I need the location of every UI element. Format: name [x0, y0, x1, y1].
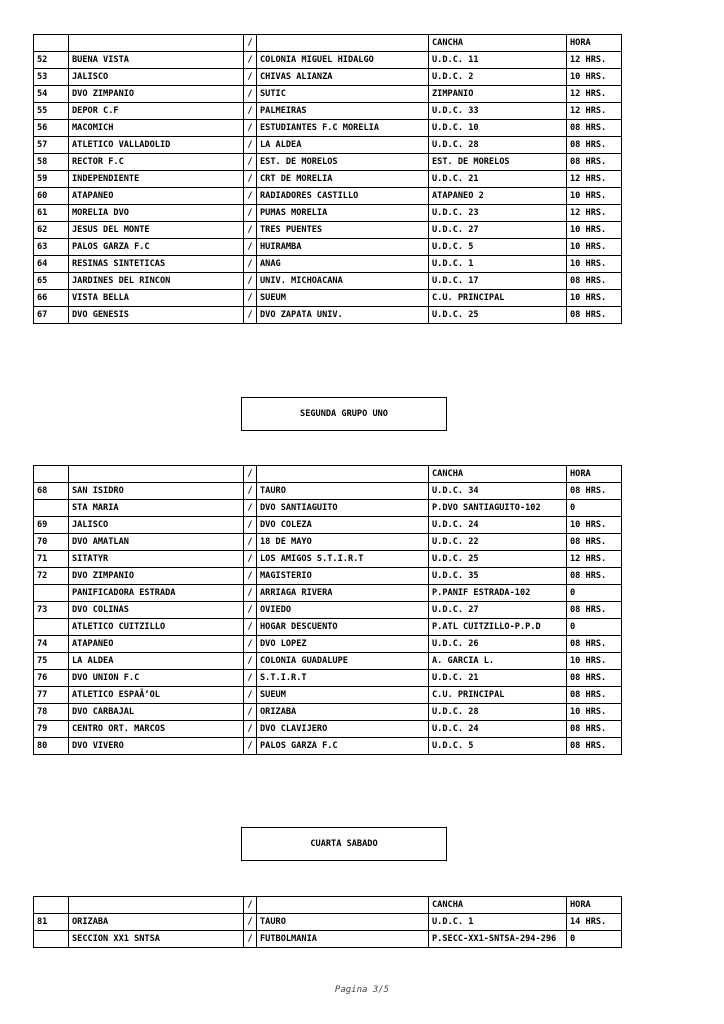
- cell-home-team: ATAPANEO: [69, 636, 244, 653]
- table-header-row: [34, 897, 622, 914]
- header-cell-away-team: [257, 897, 429, 914]
- cell-field: U.D.C. 27: [429, 222, 567, 239]
- cell-home-team: JESUS DEL MONTE: [69, 222, 244, 239]
- cell-vs-separator: /: [244, 602, 257, 619]
- cell-away-team: SUEUM: [257, 290, 429, 307]
- cell-home-team: RECTOR F.C: [69, 154, 244, 171]
- cell-time: 08 HRS.: [567, 687, 622, 704]
- cell-field: ZIMPANIO: [429, 86, 567, 103]
- cell-home-team: DVO UNION F.C: [69, 670, 244, 687]
- cell-away-team: PALOS GARZA F.C: [257, 738, 429, 755]
- cell-field: U.D.C. 11: [429, 52, 567, 69]
- cell-time: 08 HRS.: [567, 738, 622, 755]
- cell-away-team: COLONIA MIGUEL HIDALGO: [257, 52, 429, 69]
- cell-time: 08 HRS.: [567, 137, 622, 154]
- cell-match-number: 80: [34, 738, 69, 755]
- table-row: [34, 103, 622, 120]
- cell-home-team: SAN ISIDRO: [69, 483, 244, 500]
- cell-field: U.D.C. 10: [429, 120, 567, 137]
- table-header-row: [34, 35, 622, 52]
- section-title-text: CUARTA SABADO: [310, 839, 378, 849]
- cell-vs-separator: /: [244, 670, 257, 687]
- table-row: [34, 602, 622, 619]
- cell-away-team: MAGISTERIO: [257, 568, 429, 585]
- cell-vs-separator: /: [244, 534, 257, 551]
- cell-time: 12 HRS.: [567, 551, 622, 568]
- cell-field: EST. DE MORELOS: [429, 154, 567, 171]
- cell-match-number: [34, 500, 69, 517]
- cell-vs-separator: /: [244, 137, 257, 154]
- cell-vs-separator: /: [244, 188, 257, 205]
- table-header-row: [34, 466, 622, 483]
- cell-away-team: TRES PUENTES: [257, 222, 429, 239]
- cell-vs-separator: /: [244, 290, 257, 307]
- table-row: [34, 137, 622, 154]
- cell-home-team: PALOS GARZA F.C: [69, 239, 244, 256]
- cell-field: U.D.C. 25: [429, 551, 567, 568]
- cell-away-team: TAURO: [257, 483, 429, 500]
- cell-field: U.D.C. 5: [429, 738, 567, 755]
- cell-time: 0: [567, 619, 622, 636]
- cell-away-team: ANAG: [257, 256, 429, 273]
- cell-time: 10 HRS.: [567, 290, 622, 307]
- cell-match-number: 60: [34, 188, 69, 205]
- cell-time: 0: [567, 585, 622, 602]
- header-cell-home-team: [69, 466, 244, 483]
- cell-home-team: DVO AMATLAN: [69, 534, 244, 551]
- table-row: [34, 704, 622, 721]
- cell-vs-separator: /: [244, 171, 257, 188]
- cell-field: U.D.C. 33: [429, 103, 567, 120]
- cell-field: U.D.C. 35: [429, 568, 567, 585]
- cell-away-team: LOS AMIGOS S.T.I.R.T: [257, 551, 429, 568]
- cell-home-team: DVO COLINAS: [69, 602, 244, 619]
- section-title-text: SEGUNDA GRUPO UNO: [300, 409, 388, 419]
- cell-time: 12 HRS.: [567, 205, 622, 222]
- header-cell-field: CANCHA: [429, 35, 567, 52]
- cell-away-team: PUMAS MORELIA: [257, 205, 429, 222]
- cell-home-team: LA ALDEA: [69, 653, 244, 670]
- cell-home-team: ATAPANEO: [69, 188, 244, 205]
- cell-home-team: DEPOR C.F: [69, 103, 244, 120]
- cell-time: 10 HRS.: [567, 69, 622, 86]
- cell-away-team: ESTUDIANTES F.C MORELIA: [257, 120, 429, 137]
- cell-field: U.D.C. 1: [429, 914, 567, 931]
- cell-home-team: RESINAS SINTETICAS: [69, 256, 244, 273]
- cell-field: U.D.C. 2: [429, 69, 567, 86]
- table-row: [34, 653, 622, 670]
- table-row: [34, 931, 622, 948]
- cell-vs-separator: /: [244, 120, 257, 137]
- cell-field: U.D.C. 25: [429, 307, 567, 324]
- cell-away-team: ORIZABA: [257, 704, 429, 721]
- cell-time: 08 HRS.: [567, 120, 622, 137]
- cell-field: U.D.C. 27: [429, 602, 567, 619]
- cell-match-number: 76: [34, 670, 69, 687]
- cell-home-team: JALISCO: [69, 517, 244, 534]
- cell-home-team: JARDINES DEL RINCON: [69, 273, 244, 290]
- cell-match-number: 70: [34, 534, 69, 551]
- cell-field: U.D.C. 24: [429, 721, 567, 738]
- cell-vs-separator: /: [244, 69, 257, 86]
- table-row: [34, 721, 622, 738]
- header-cell-vs-separator: /: [244, 897, 257, 914]
- cell-time: 10 HRS.: [567, 222, 622, 239]
- cell-vs-separator: /: [244, 619, 257, 636]
- header-cell-vs-separator: /: [244, 466, 257, 483]
- cell-home-team: DVO ZIMPANIO: [69, 568, 244, 585]
- table-row: [34, 256, 622, 273]
- cell-field: U.D.C. 28: [429, 137, 567, 154]
- cell-away-team: DVO COLEZA: [257, 517, 429, 534]
- cell-home-team: SITATYR: [69, 551, 244, 568]
- cell-field: U.D.C. 21: [429, 670, 567, 687]
- cell-away-team: SUTIC: [257, 86, 429, 103]
- cell-vs-separator: /: [244, 86, 257, 103]
- cell-time: 08 HRS.: [567, 602, 622, 619]
- cell-match-number: 58: [34, 154, 69, 171]
- cell-away-team: CRT DE MORELIA: [257, 171, 429, 188]
- cell-match-number: [34, 619, 69, 636]
- cell-field: P.ATL CUITZILLO-P.P.D: [429, 619, 567, 636]
- cell-time: 10 HRS.: [567, 256, 622, 273]
- page-footer: Pagina 3/5: [334, 985, 390, 995]
- cell-vs-separator: /: [244, 636, 257, 653]
- cell-home-team: DVO VIVERO: [69, 738, 244, 755]
- header-cell-vs-separator: /: [244, 35, 257, 52]
- table-row: [34, 120, 622, 137]
- cell-away-team: TAURO: [257, 914, 429, 931]
- cell-vs-separator: /: [244, 52, 257, 69]
- cell-field: P.SECC-XX1-SNTSA-294-296: [429, 931, 567, 948]
- table-row: [34, 636, 622, 653]
- cell-match-number: 77: [34, 687, 69, 704]
- fixtures-table-2: [33, 465, 622, 755]
- cell-home-team: ATLETICO VALLADOLID: [69, 137, 244, 154]
- cell-away-team: SUEUM: [257, 687, 429, 704]
- table-row: [34, 687, 622, 704]
- cell-home-team: PANIFICADORA ESTRADA: [69, 585, 244, 602]
- cell-time: 08 HRS.: [567, 534, 622, 551]
- cell-vs-separator: /: [244, 222, 257, 239]
- cell-time: 08 HRS.: [567, 670, 622, 687]
- table-row: [34, 188, 622, 205]
- cell-field: U.D.C. 24: [429, 517, 567, 534]
- cell-match-number: 64: [34, 256, 69, 273]
- cell-match-number: 73: [34, 602, 69, 619]
- cell-match-number: 67: [34, 307, 69, 324]
- cell-field: P.PANIF ESTRADA-102: [429, 585, 567, 602]
- cell-vs-separator: /: [244, 500, 257, 517]
- cell-home-team: JALISCO: [69, 69, 244, 86]
- cell-match-number: 71: [34, 551, 69, 568]
- cell-away-team: 18 DE MAYO: [257, 534, 429, 551]
- table-row: [34, 619, 622, 636]
- cell-field: U.D.C. 21: [429, 171, 567, 188]
- cell-match-number: 66: [34, 290, 69, 307]
- cell-match-number: 56: [34, 120, 69, 137]
- cell-field: U.D.C. 28: [429, 704, 567, 721]
- cell-match-number: 52: [34, 52, 69, 69]
- cell-time: 08 HRS.: [567, 568, 622, 585]
- cell-time: 10 HRS.: [567, 653, 622, 670]
- cell-match-number: 65: [34, 273, 69, 290]
- cell-match-number: 69: [34, 517, 69, 534]
- cell-away-team: HOGAR DESCUENTO: [257, 619, 429, 636]
- table-row: [34, 222, 622, 239]
- cell-home-team: ATLETICO ESPAÃ‘OL: [69, 687, 244, 704]
- fixtures-table-1: [33, 34, 622, 324]
- table-row: [34, 86, 622, 103]
- cell-away-team: S.T.I.R.T: [257, 670, 429, 687]
- cell-time: 10 HRS.: [567, 704, 622, 721]
- header-cell-time: HORA: [567, 35, 622, 52]
- table-row: [34, 534, 622, 551]
- cell-home-team: BUENA VISTA: [69, 52, 244, 69]
- cell-vs-separator: /: [244, 653, 257, 670]
- cell-away-team: CHIVAS ALIANZA: [257, 69, 429, 86]
- cell-vs-separator: /: [244, 517, 257, 534]
- cell-time: 0: [567, 500, 622, 517]
- cell-home-team: DVO ZIMPANIO: [69, 86, 244, 103]
- cell-time: 10 HRS.: [567, 188, 622, 205]
- fixtures-table-3: [33, 896, 622, 948]
- cell-time: 08 HRS.: [567, 636, 622, 653]
- cell-away-team: DVO ZAPATA UNIV.: [257, 307, 429, 324]
- cell-match-number: 62: [34, 222, 69, 239]
- table-row: [34, 154, 622, 171]
- table-row: [34, 483, 622, 500]
- cell-time: 12 HRS.: [567, 52, 622, 69]
- header-cell-field: CANCHA: [429, 897, 567, 914]
- cell-away-team: FUTBOLMANIA: [257, 931, 429, 948]
- section-title-cuarta-sabado: [241, 827, 447, 861]
- cell-home-team: STA MARIA: [69, 500, 244, 517]
- cell-match-number: 61: [34, 205, 69, 222]
- cell-home-team: DVO GENESIS: [69, 307, 244, 324]
- cell-match-number: 59: [34, 171, 69, 188]
- cell-time: 08 HRS.: [567, 483, 622, 500]
- cell-match-number: 63: [34, 239, 69, 256]
- cell-vs-separator: /: [244, 931, 257, 948]
- cell-time: 14 HRS.: [567, 914, 622, 931]
- cell-field: ATAPANEO 2: [429, 188, 567, 205]
- cell-home-team: SECCION XX1 SNTSA: [69, 931, 244, 948]
- cell-field: U.D.C. 26: [429, 636, 567, 653]
- cell-match-number: [34, 585, 69, 602]
- cell-time: 08 HRS.: [567, 307, 622, 324]
- cell-match-number: 79: [34, 721, 69, 738]
- table-row: [34, 517, 622, 534]
- cell-vs-separator: /: [244, 687, 257, 704]
- cell-vs-separator: /: [244, 914, 257, 931]
- cell-away-team: EST. DE MORELOS: [257, 154, 429, 171]
- cell-field: U.D.C. 34: [429, 483, 567, 500]
- cell-away-team: LA ALDEA: [257, 137, 429, 154]
- header-cell-match-number: [34, 466, 69, 483]
- cell-vs-separator: /: [244, 721, 257, 738]
- cell-match-number: 72: [34, 568, 69, 585]
- header-cell-match-number: [34, 897, 69, 914]
- table-row: [34, 568, 622, 585]
- section-title-segunda-grupo-uno: [241, 397, 447, 431]
- cell-field: U.D.C. 5: [429, 239, 567, 256]
- table-row: [34, 738, 622, 755]
- cell-field: U.D.C. 1: [429, 256, 567, 273]
- cell-match-number: 74: [34, 636, 69, 653]
- cell-time: 10 HRS.: [567, 239, 622, 256]
- table-row: [34, 69, 622, 86]
- cell-vs-separator: /: [244, 568, 257, 585]
- header-cell-away-team: [257, 35, 429, 52]
- cell-vs-separator: /: [244, 738, 257, 755]
- cell-time: 12 HRS.: [567, 171, 622, 188]
- cell-time: 08 HRS.: [567, 273, 622, 290]
- table-row: [34, 585, 622, 602]
- header-cell-away-team: [257, 466, 429, 483]
- header-cell-home-team: [69, 897, 244, 914]
- table-row: [34, 500, 622, 517]
- cell-field: A. GARCIA L.: [429, 653, 567, 670]
- cell-time: 12 HRS.: [567, 86, 622, 103]
- cell-vs-separator: /: [244, 205, 257, 222]
- table-row: [34, 914, 622, 931]
- cell-match-number: 75: [34, 653, 69, 670]
- cell-field: U.D.C. 22: [429, 534, 567, 551]
- header-cell-time: HORA: [567, 466, 622, 483]
- cell-home-team: ATLETICO CUITZILLO: [69, 619, 244, 636]
- cell-vs-separator: /: [244, 273, 257, 290]
- cell-vs-separator: /: [244, 483, 257, 500]
- cell-vs-separator: /: [244, 585, 257, 602]
- cell-time: 08 HRS.: [567, 721, 622, 738]
- cell-vs-separator: /: [244, 307, 257, 324]
- cell-match-number: 68: [34, 483, 69, 500]
- cell-match-number: 54: [34, 86, 69, 103]
- cell-field: C.U. PRINCIPAL: [429, 290, 567, 307]
- cell-vs-separator: /: [244, 103, 257, 120]
- cell-match-number: [34, 931, 69, 948]
- table-row: [34, 551, 622, 568]
- table-row: [34, 290, 622, 307]
- header-cell-field: CANCHA: [429, 466, 567, 483]
- cell-field: C.U. PRINCIPAL: [429, 687, 567, 704]
- cell-away-team: DVO LOPEZ: [257, 636, 429, 653]
- cell-match-number: 81: [34, 914, 69, 931]
- cell-vs-separator: /: [244, 551, 257, 568]
- cell-vs-separator: /: [244, 239, 257, 256]
- cell-vs-separator: /: [244, 704, 257, 721]
- cell-away-team: RADIADORES CASTILLO: [257, 188, 429, 205]
- cell-match-number: 78: [34, 704, 69, 721]
- table-row: [34, 171, 622, 188]
- cell-home-team: ORIZABA: [69, 914, 244, 931]
- header-cell-match-number: [34, 35, 69, 52]
- cell-time: 12 HRS.: [567, 103, 622, 120]
- table-row: [34, 205, 622, 222]
- cell-time: 10 HRS.: [567, 517, 622, 534]
- table-row: [34, 670, 622, 687]
- table-row: [34, 307, 622, 324]
- cell-away-team: COLONIA GUADALUPE: [257, 653, 429, 670]
- cell-away-team: HUIRAMBA: [257, 239, 429, 256]
- cell-home-team: CENTRO ORT. MARCOS: [69, 721, 244, 738]
- cell-home-team: INDEPENDIENTE: [69, 171, 244, 188]
- cell-home-team: DVO CARBAJAL: [69, 704, 244, 721]
- cell-time: 0: [567, 931, 622, 948]
- cell-match-number: 57: [34, 137, 69, 154]
- table-row: [34, 52, 622, 69]
- cell-home-team: VISTA BELLA: [69, 290, 244, 307]
- cell-away-team: DVO SANTIAGUITO: [257, 500, 429, 517]
- cell-away-team: DVO CLAVIJERO: [257, 721, 429, 738]
- table-row: [34, 273, 622, 290]
- cell-away-team: PALMEIRAS: [257, 103, 429, 120]
- table-row: [34, 239, 622, 256]
- cell-field: U.D.C. 17: [429, 273, 567, 290]
- header-cell-home-team: [69, 35, 244, 52]
- cell-home-team: MORELIA DVO: [69, 205, 244, 222]
- cell-away-team: UNIV. MICHOACANA: [257, 273, 429, 290]
- cell-home-team: MACOMICH: [69, 120, 244, 137]
- cell-away-team: OVIEDO: [257, 602, 429, 619]
- cell-vs-separator: /: [244, 154, 257, 171]
- header-cell-time: HORA: [567, 897, 622, 914]
- cell-field: U.D.C. 23: [429, 205, 567, 222]
- cell-time: 08 HRS.: [567, 154, 622, 171]
- cell-match-number: 53: [34, 69, 69, 86]
- cell-match-number: 55: [34, 103, 69, 120]
- cell-vs-separator: /: [244, 256, 257, 273]
- cell-field: P.DVO SANTIAGUITO-102: [429, 500, 567, 517]
- cell-away-team: ARRIAGA RIVERA: [257, 585, 429, 602]
